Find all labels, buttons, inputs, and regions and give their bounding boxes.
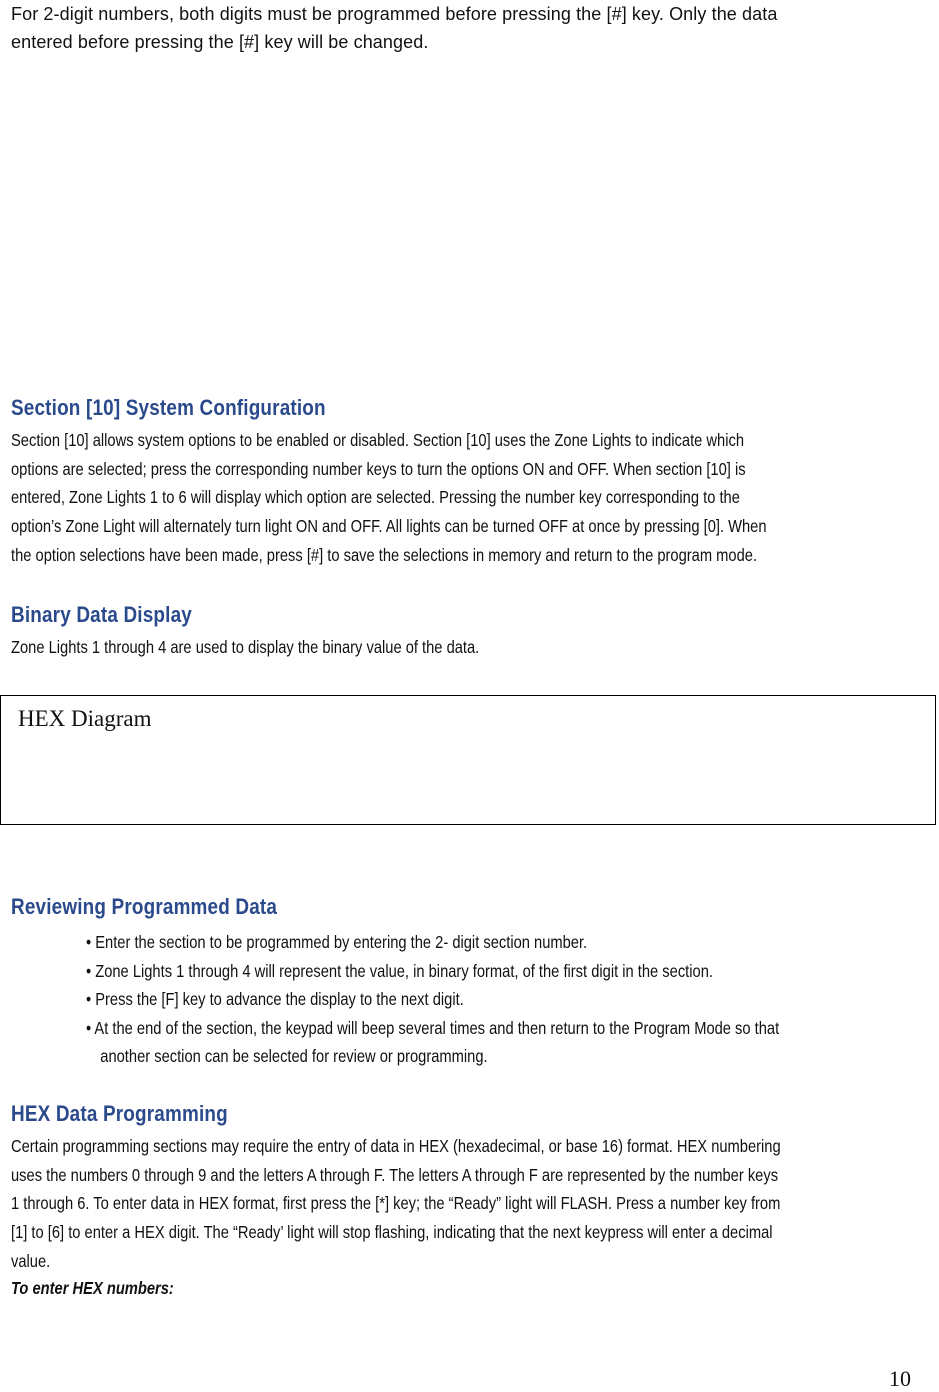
- hex-heading: HEX Data Programming: [11, 1101, 228, 1126]
- paragraph-line: Certain programming sections may require the entry of data in HEX (hexadecimal, or base 16) format. HEX numbering: [11, 1136, 781, 1156]
- paragraph-line: Section [10] allows system options to be enabled or disabled. Section [10] uses the Zone Lights to indicate which: [11, 430, 744, 450]
- paragraph-line: entered, Zone Lights 1 to 6 will display which option are selected. Pressing the number key corresponding to the: [11, 487, 740, 508]
- paragraph-line: options are selected; press the corresponding number keys to turn the options ON and OFF. When section [10] is: [11, 458, 746, 479]
- hex-diagram-placeholder: [0, 695, 936, 825]
- paragraph-line: option’s Zone Light will alternately turn light ON and OFF. All lights can be turned OFF at once by pressing [0]. When: [11, 516, 767, 537]
- hex-paragraph: [11, 1132, 781, 1276]
- list-item-continuation: another section can be selected for review or programming.: [100, 1046, 488, 1066]
- section10-paragraph: [11, 426, 767, 570]
- binary-paragraph: [11, 633, 479, 662]
- list-item: • Enter the section to be programmed by entering the 2- digit section number.: [86, 932, 588, 952]
- paragraph-line: Zone Lights 1 through 4 are used to display the binary value of the data.: [11, 637, 480, 657]
- list-item: • Press the [F] key to advance the display to the next digit.: [86, 989, 464, 1009]
- diagram-label: HEX Diagram: [18, 706, 152, 731]
- page-number: 10: [889, 1366, 911, 1391]
- paragraph-line: uses the numbers 0 through 9 and the letters A through F. The letters A through F are represented by the number keys: [11, 1164, 779, 1185]
- list-item: • At the end of the section, the keypad will beep several times and then return to the Program Mode so that: [86, 1017, 780, 1038]
- paragraph-line: 1 through 6. To enter data in HEX format, first press the [*] key; the “Ready” light will FLASH. Press a number key from: [11, 1193, 781, 1214]
- paragraph-line: [1] to [6] to enter a HEX digit. The “Ready’ light will stop flashing, indicating that the next keypress will enter a decimal: [11, 1222, 773, 1243]
- reviewing-bullet-list: [86, 928, 779, 1071]
- intro-line: entered before pressing the [#] key will be changed.: [11, 32, 429, 52]
- hex-subheading: To enter HEX numbers:: [11, 1278, 174, 1298]
- list-item: • Zone Lights 1 through 4 will represent the value, in binary format, of the first digit in the section.: [86, 960, 713, 981]
- section10-heading: Section [10] System Configuration: [11, 395, 326, 420]
- paragraph-line: the option selections have been made, press [#] to save the selections in memory and return to the program mode.: [11, 544, 758, 565]
- reviewing-heading: Reviewing Programmed Data: [11, 894, 278, 919]
- intro-paragraph: [11, 0, 911, 56]
- binary-heading: Binary Data Display: [11, 602, 192, 627]
- paragraph-line: value.: [11, 1250, 51, 1271]
- intro-line: For 2-digit numbers, both digits must be programmed before pressing the [#] key. Only the data: [11, 4, 778, 24]
